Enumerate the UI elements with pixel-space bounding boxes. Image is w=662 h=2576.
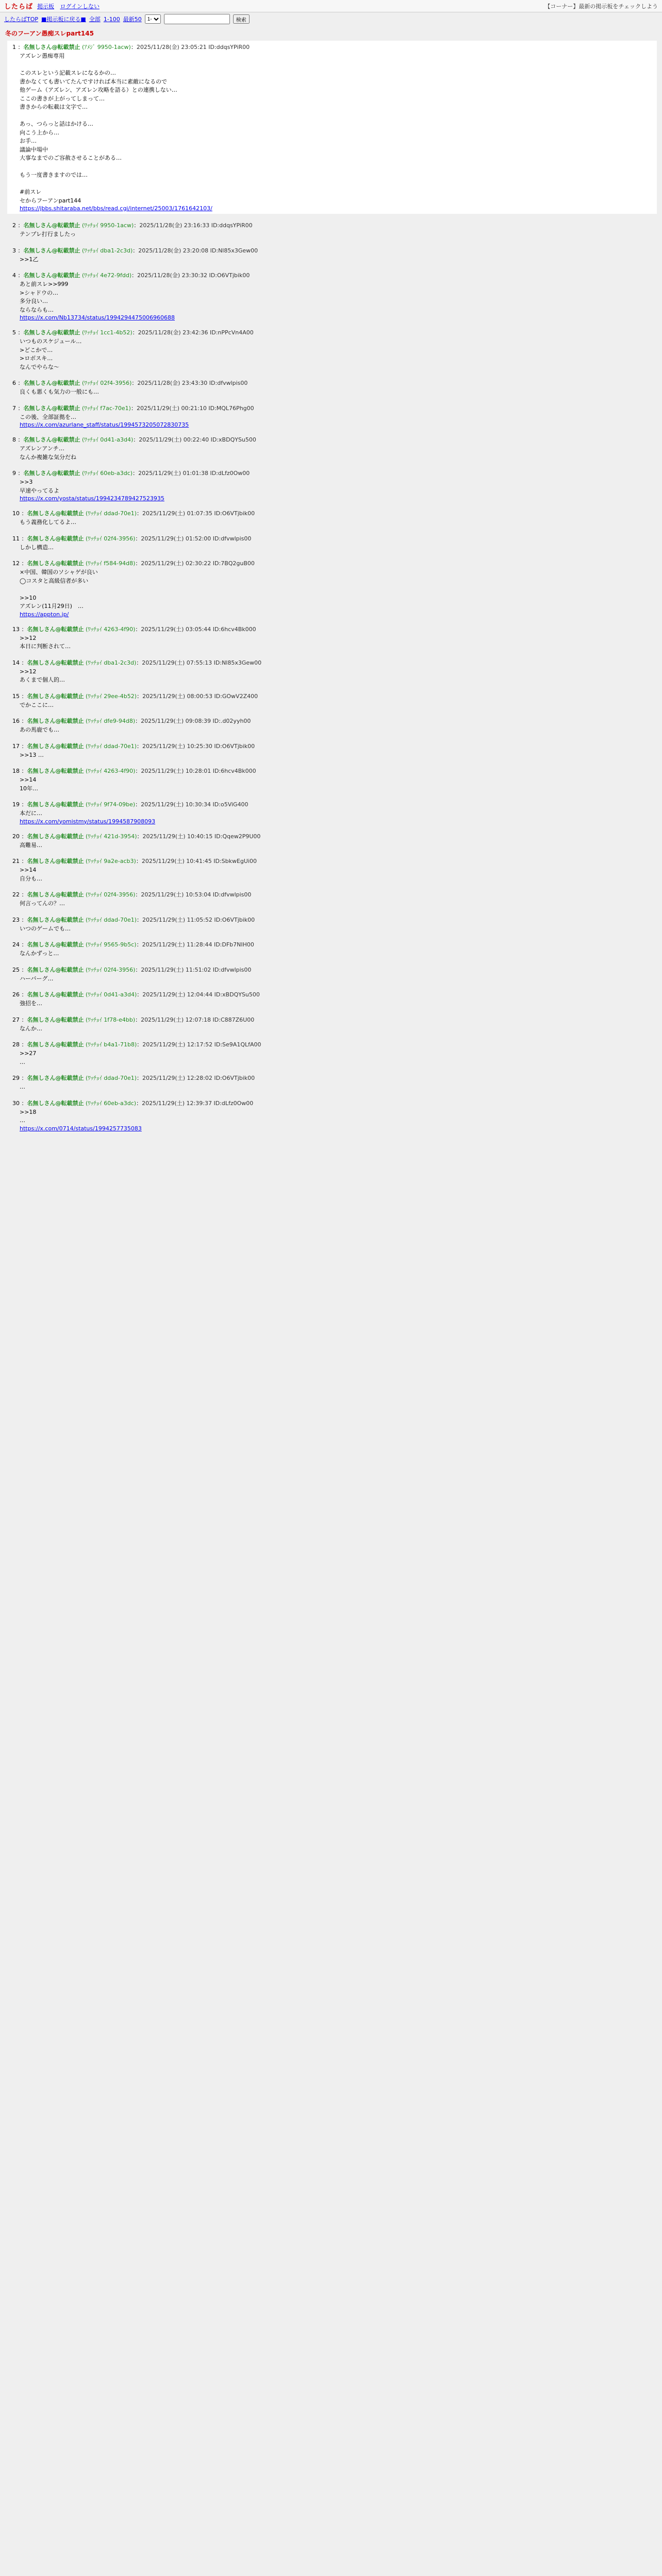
post-date: 2025/11/29(土) 12:17:52 ID:Se9A1QLfA00 bbox=[142, 1041, 261, 1048]
post-date: 2025/11/29(土) 12:04:44 ID:xBDQYSu500 bbox=[142, 991, 260, 998]
post-body: なんかずっと… bbox=[20, 950, 59, 957]
post bbox=[12, 857, 657, 883]
post bbox=[12, 534, 657, 552]
post-date: 2025/11/29(土) 07:55:13 ID:Nl85x3Gew00 bbox=[142, 659, 262, 666]
post-date: 2025/11/29(土) 10:28:01 ID:6hcv4Bk000 bbox=[141, 768, 256, 774]
post-trip: (ﾜｯﾁｮｲ 02f4-3956) bbox=[86, 966, 136, 973]
post-name: 名無しさん@転載禁止 bbox=[27, 966, 84, 973]
post-trip: (ﾜｯﾁｮｲ 9565-9b5c) bbox=[86, 941, 137, 948]
post-header: 27 ：名無しさん@転載禁止 (ﾜｯﾁｮｲ 1f78-e4bb)：2025/11/29(土) 12:07:18 ID:C887Z6U00 bbox=[12, 1016, 255, 1023]
post-trip: (ﾜｯﾁｮｲ 29ee-4b52) bbox=[86, 692, 137, 700]
post-date: 2025/11/28(金) 23:05:21 ID:ddqsYPiR00 bbox=[136, 44, 250, 50]
post-number[interactable]: 19 bbox=[12, 801, 20, 808]
post-date: 2025/11/29(土) 10:25:30 ID:O6VTjbik00 bbox=[142, 742, 255, 750]
post-number[interactable]: 2 bbox=[12, 222, 16, 229]
post-number[interactable]: 18 bbox=[12, 768, 20, 774]
post-date: 2025/11/29(土) 11:51:02 ID:dfvwlpis00 bbox=[141, 966, 252, 973]
post bbox=[12, 832, 657, 850]
post bbox=[12, 379, 657, 397]
post bbox=[12, 328, 657, 371]
post-trip: (ﾜｯﾁｮｲ 9950-1acw) bbox=[82, 222, 134, 229]
post-number[interactable]: 13 bbox=[12, 625, 20, 633]
post-number[interactable]: 8 bbox=[12, 436, 16, 443]
post-body: なんか… bbox=[20, 1025, 42, 1032]
thread-title: 冬のフーアン愚痴スレpart145 bbox=[5, 30, 94, 37]
post-date: 2025/11/28(金) 23:20:08 ID:Nl85x3Gew00 bbox=[138, 247, 258, 254]
search-button[interactable]: 検索 bbox=[233, 14, 250, 24]
post-header: 30 ：名無しさん@転載禁止 (ﾜｯﾁｮｲ 60eb-a3dc)：2025/11/29(土) 12:39:37 ID:dLfz0Ow00 bbox=[12, 1099, 254, 1107]
nav-link-top[interactable]: したらばTOP bbox=[4, 16, 39, 23]
post-name: 名無しさん@転載禁止 bbox=[23, 247, 80, 254]
post-header: 29 ：名無しさん@転載禁止 (ﾜｯﾁｮｲ ddad-70e1)：2025/11/29(土) 12:28:02 ID:O6VTjbik00 bbox=[12, 1075, 255, 1081]
post-name: 名無しさん@転載禁止 bbox=[27, 891, 84, 898]
post-header: 1 ：名無しさん@転載禁止 (ｱﾒｼﾞ 9950-1acw)：2025/11/28(金) 23:05:21 ID:ddqsYPiR00 bbox=[12, 44, 250, 50]
post-body: あの馬鹿でも… bbox=[20, 726, 59, 733]
post-trip: (ｱﾒｼﾞ 9950-1acw) bbox=[82, 44, 131, 50]
post-name: 名無しさん@転載禁止 bbox=[27, 801, 84, 808]
post bbox=[12, 1099, 657, 1132]
post-body: >>3 早速やってるよ bbox=[20, 479, 59, 494]
nav-link-1-100[interactable]: 1-100 bbox=[103, 15, 120, 23]
post-body: しかし構造… bbox=[20, 544, 54, 551]
post-trip: (ﾜｯﾁｮｲ f7ac-70e1) bbox=[82, 404, 131, 412]
post-header: 12 ：名無しさん@転載禁止 (ﾜｯﾁｮｲ f584-94d8)：2025/11/29(土) 02:30:22 ID:7BQ2guB00 bbox=[12, 560, 255, 567]
post-trip: (ﾜｯﾁｮｲ 9a2e-acb3) bbox=[86, 858, 136, 865]
post-header: 2 ：名無しさん@転載禁止 (ﾜｯﾁｮｲ 9950-1acw)：2025/11/28(金) 23:16:33 ID:ddqsYPiR00 bbox=[12, 222, 253, 229]
post-trip: (ﾜｯﾁｮｲ ddad-70e1) bbox=[86, 916, 137, 923]
post-number[interactable]: 14 bbox=[12, 659, 20, 666]
post-name: 名無しさん@転載禁止 bbox=[23, 329, 80, 336]
post bbox=[12, 246, 657, 264]
post bbox=[12, 890, 657, 908]
post-date: 2025/11/29(土) 11:28:44 ID:DFb7NIH00 bbox=[142, 941, 254, 948]
post-name: 名無しさん@転載禁止 bbox=[27, 1099, 84, 1107]
post-header: 23 ：名無しさん@転載禁止 (ﾜｯﾁｮｲ ddad-70e1)：2025/11/29(土) 11:05:52 ID:O6VTjbik00 bbox=[12, 916, 255, 923]
post-trip: (ﾜｯﾁｮｲ f584-94d8) bbox=[86, 560, 136, 567]
post-name: 名無しさん@転載禁止 bbox=[27, 833, 84, 840]
post bbox=[12, 509, 657, 527]
post-number[interactable]: 26 bbox=[12, 991, 20, 998]
post-header: 5 ：名無しさん@転載禁止 (ﾜｯﾁｮｲ 1cc1-4b52)：2025/11/28(金) 23:42:36 ID:nPPcVn4A00 bbox=[12, 329, 254, 336]
post-link[interactable]: https://x.com/0714/status/1994257735083 bbox=[20, 1125, 142, 1132]
post-body: >>12 あくまで個人的… bbox=[20, 668, 65, 683]
post bbox=[12, 435, 657, 462]
post-name: 名無しさん@転載禁止 bbox=[27, 768, 84, 774]
post-link[interactable]: https://x.com/azurlane_staff/status/1994573205072830735 bbox=[20, 421, 189, 428]
post-trip: (ﾜｯﾁｮｲ ddad-70e1) bbox=[86, 1075, 137, 1081]
post-date: 2025/11/29(土) 12:28:02 ID:O6VTjbik00 bbox=[142, 1075, 255, 1081]
post-name: 名無しさん@転載禁止 bbox=[23, 44, 80, 50]
post-header: 28 ：名無しさん@転載禁止 (ﾜｯﾁｮｲ b4a1-71b8)：2025/11/29(土) 12:17:52 ID:Se9A1QLfA00 bbox=[12, 1041, 261, 1048]
nav-link-latest50[interactable]: 最新50 bbox=[123, 16, 142, 23]
post-number[interactable]: 22 bbox=[12, 891, 20, 898]
post-name: 名無しさん@転載禁止 bbox=[27, 659, 84, 666]
post-body: 本だに… bbox=[20, 810, 42, 817]
post-name: 名無しさん@転載禁止 bbox=[23, 436, 80, 443]
top-bar bbox=[0, 0, 662, 12]
post-number[interactable]: 15 bbox=[12, 692, 20, 700]
post-body: ×中国、韓国のソシャゲが良い ◯コスタと高級信者が多い >>10 アズレン(11月29日) … bbox=[20, 569, 98, 609]
post-body: いつのゲームでも… bbox=[20, 925, 71, 932]
top-link-login[interactable]: ログインしない bbox=[60, 3, 100, 10]
post-trip: (ﾜｯﾁｮｲ 0d41-a3d4) bbox=[86, 991, 137, 998]
post-name: 名無しさん@転載禁止 bbox=[23, 404, 80, 412]
post-trip: (ﾜｯﾁｮｲ 4263-4f90) bbox=[86, 768, 136, 774]
post-header: 7 ：名無しさん@転載禁止 (ﾜｯﾁｮｲ f7ac-70e1)：2025/11/29(土) 00:21:10 ID:MQL76Phg00 bbox=[12, 404, 254, 412]
post-number[interactable]: 30 bbox=[12, 1099, 20, 1107]
post-trip: (ﾜｯﾁｮｲ 0d41-a3d4) bbox=[82, 436, 134, 443]
post-number[interactable]: 17 bbox=[12, 742, 20, 750]
post-body: >>1乙 bbox=[20, 256, 39, 263]
post bbox=[12, 965, 657, 984]
post-trip: (ﾜｯﾁｮｲ dba1-2c3d) bbox=[86, 659, 137, 666]
post-trip: (ﾜｯﾁｮｲ 60eb-a3dc) bbox=[86, 1099, 137, 1107]
post-number[interactable]: 24 bbox=[12, 941, 20, 948]
post-header: 22 ：名無しさん@転載禁止 (ﾜｯﾁｮｲ 02f4-3956)：2025/11/29(土) 10:53:04 ID:dfvwlpis00 bbox=[12, 891, 252, 898]
post-body: 何言ってんの？… bbox=[20, 900, 65, 907]
post-date: 2025/11/29(土) 11:05:52 ID:O6VTjbik00 bbox=[142, 916, 255, 923]
post-name: 名無しさん@転載禁止 bbox=[27, 718, 84, 724]
post-trip: (ﾜｯﾁｮｲ ddad-70e1) bbox=[86, 742, 137, 750]
post-body: 高難易… bbox=[20, 841, 42, 849]
post-date: 2025/11/29(土) 10:40:15 ID:Qqew2P9U00 bbox=[142, 833, 261, 840]
thread bbox=[0, 26, 662, 1149]
post-name: 名無しさん@転載禁止 bbox=[27, 742, 84, 750]
post bbox=[12, 1074, 657, 1092]
thread-nav-bar bbox=[0, 12, 662, 26]
post-header: 16 ：名無しさん@転載禁止 (ﾜｯﾁｮｲ dfe9-94d8)：2025/11/29(土) 09:08:39 ID:.d02yyh00 bbox=[12, 718, 251, 724]
post-header: 17 ：名無しさん@転載禁止 (ﾜｯﾁｮｲ ddad-70e1)：2025/11/29(土) 10:25:30 ID:O6VTjbik00 bbox=[12, 742, 255, 750]
post-trip: (ﾜｯﾁｮｲ 02f4-3956) bbox=[86, 535, 136, 542]
post-date: 2025/11/29(土) 01:07:35 ID:O6VTjbik00 bbox=[142, 510, 255, 517]
nav-link-back[interactable]: ■掲示板に戻る■ bbox=[41, 16, 86, 23]
post-header: 13 ：名無しさん@転載禁止 (ﾜｯﾁｮｲ 4263-4f90)：2025/11/29(土) 03:05:44 ID:6hcv4Bk000 bbox=[12, 625, 256, 633]
range-select[interactable] bbox=[145, 14, 161, 24]
post-trip: (ﾜｯﾁｮｲ 4263-4f90) bbox=[86, 625, 136, 633]
post-trip: (ﾜｯﾁｮｲ dba1-2c3d) bbox=[82, 247, 133, 254]
post-date: 2025/11/29(土) 10:41:45 ID:SbkwEgUi00 bbox=[141, 858, 257, 865]
post bbox=[12, 767, 657, 793]
post-trip: (ﾜｯﾁｮｲ dfe9-94d8) bbox=[86, 718, 136, 724]
post-body: でかここに… bbox=[20, 701, 54, 708]
post-body: あと前スレ>>999 >シャドウの… 多分良い… ならならも… bbox=[20, 281, 69, 313]
post bbox=[12, 221, 657, 239]
post bbox=[7, 41, 657, 214]
post-name: 名無しさん@転載禁止 bbox=[27, 991, 84, 998]
post-header: 8 ：名無しさん@転載禁止 (ﾜｯﾁｮｲ 0d41-a3d4)：2025/11/29(土) 00:22:40 ID:xBDQYSu500 bbox=[12, 436, 256, 443]
post-date: 2025/11/29(土) 00:22:40 ID:xBDQYSu500 bbox=[139, 436, 256, 443]
post-number[interactable]: 21 bbox=[12, 858, 20, 865]
post-trip: (ﾜｯﾁｮｲ 9f74-09be) bbox=[86, 801, 136, 808]
post-date: 2025/11/29(土) 10:30:34 ID:o5ViG400 bbox=[141, 801, 249, 808]
post-date: 2025/11/29(土) 12:07:18 ID:C887Z6U00 bbox=[141, 1016, 255, 1023]
post-body: もう義務化してるよ… bbox=[20, 519, 76, 526]
post-name: 名無しさん@転載禁止 bbox=[27, 560, 84, 567]
nav-link-all[interactable]: 全部 bbox=[89, 16, 101, 23]
post-body: アズレンアンチ… なんか複雑な気分だね bbox=[20, 445, 76, 461]
post-trip: (ﾜｯﾁｮｲ 1cc1-4b52) bbox=[82, 329, 133, 336]
post-body: アズレン愚痴専用 このスレという記載スレになるかの… 書かなくても書いてたんですければ本当に素敵になるので 他ゲーム（アズレン、アズレン攻略を語る）との連携しない… ここの書きが上がってしまって… 書きからの転載は文字で… あっ、つらっと話はかける… 向こう上から… お手… 議論中場中 大事なまでのご容赦させることがある… もう一度書きますのでは… #前スレ セからフーアンpart144 bbox=[20, 53, 177, 204]
post-date: 2025/11/28(金) 23:16:33 ID:ddqsYPiR00 bbox=[139, 222, 253, 229]
post-date: 2025/11/28(金) 23:43:30 ID:dfvwlpis00 bbox=[137, 380, 248, 386]
post-number[interactable]: 28 bbox=[12, 1041, 20, 1048]
post-number[interactable]: 11 bbox=[12, 535, 20, 542]
post-number[interactable]: 7 bbox=[12, 404, 16, 412]
post-number[interactable]: 4 bbox=[12, 272, 16, 279]
post-name: 名無しさん@転載禁止 bbox=[27, 1041, 84, 1048]
post-body: 良くも悪くも気力の一般にも… bbox=[20, 388, 99, 395]
post-name: 名無しさん@転載禁止 bbox=[27, 941, 84, 948]
post-number[interactable]: 1 bbox=[12, 44, 16, 50]
post-header: 26 ：名無しさん@転載禁止 (ﾜｯﾁｮｲ 0d41-a3d4)：2025/11/29(土) 12:04:44 ID:xBDQYSu500 bbox=[12, 991, 260, 998]
post-name: 名無しさん@転載禁止 bbox=[27, 692, 84, 700]
post-date: 2025/11/29(土) 01:52:00 ID:dfvwlpis00 bbox=[141, 535, 252, 542]
post-name: 名無しさん@転載禁止 bbox=[23, 470, 80, 477]
post-name: 名無しさん@転載禁止 bbox=[27, 625, 84, 633]
post bbox=[12, 559, 657, 618]
post-number[interactable]: 20 bbox=[12, 833, 20, 840]
post bbox=[12, 658, 657, 685]
post-header: 11 ：名無しさん@転載禁止 (ﾜｯﾁｮｲ 02f4-3956)：2025/11/29(土) 01:52:00 ID:dfvwlpis00 bbox=[12, 535, 252, 542]
post-name: 名無しさん@転載禁止 bbox=[27, 1075, 84, 1081]
post-number[interactable]: 25 bbox=[12, 966, 20, 973]
post-body: ハーバーグ… bbox=[20, 975, 54, 982]
post-header: 9 ：名無しさん@転載禁止 (ﾜｯﾁｮｲ 60eb-a3dc)：2025/11/29(土) 01:01:38 ID:dLfz0Ow00 bbox=[12, 470, 250, 477]
post-date: 2025/11/29(土) 10:53:04 ID:dfvwlpis00 bbox=[141, 891, 252, 898]
post bbox=[12, 916, 657, 934]
post-header: 21 ：名無しさん@転載禁止 (ﾜｯﾁｮｲ 9a2e-acb3)：2025/11/29(土) 10:41:45 ID:SbkwEgUi00 bbox=[12, 858, 257, 865]
post-number[interactable]: 3 bbox=[12, 247, 16, 254]
post-body: >>27 … bbox=[20, 1050, 37, 1065]
post bbox=[12, 692, 657, 710]
post-link[interactable]: https://appton.jp/ bbox=[20, 611, 69, 618]
post-trip: (ﾜｯﾁｮｲ 421d-3954) bbox=[86, 833, 137, 840]
post bbox=[12, 404, 657, 429]
post-number[interactable]: 23 bbox=[12, 916, 20, 923]
post-header: 15 ：名無しさん@転載禁止 (ﾜｯﾁｮｲ 29ee-4b52)：2025/11/29(土) 08:00:53 ID:GOwV2Z400 bbox=[12, 692, 258, 700]
post-name: 名無しさん@転載禁止 bbox=[27, 510, 84, 517]
post bbox=[12, 469, 657, 502]
post-link[interactable]: https://x.com/yosta/status/1994234789427523935 bbox=[20, 495, 164, 502]
post-date: 2025/11/29(土) 08:00:53 ID:GOwV2Z400 bbox=[142, 692, 258, 700]
post-name: 名無しさん@転載禁止 bbox=[23, 272, 80, 279]
post bbox=[12, 625, 657, 651]
post-body: この後、全部証拠を… bbox=[20, 413, 76, 420]
post-header: 6 ：名無しさん@転載禁止 (ﾜｯﾁｮｲ 02f4-3956)：2025/11/28(金) 23:43:30 ID:dfvwlpis00 bbox=[12, 380, 248, 386]
post bbox=[12, 1015, 657, 1033]
post-body: >>18 … bbox=[20, 1108, 37, 1124]
post-header: 18 ：名無しさん@転載禁止 (ﾜｯﾁｮｲ 4263-4f90)：2025/11/29(土) 10:28:01 ID:6hcv4Bk000 bbox=[12, 768, 256, 774]
search-input[interactable] bbox=[164, 14, 230, 24]
post-number[interactable]: 12 bbox=[12, 560, 20, 567]
post-body: 強招を… bbox=[20, 1000, 42, 1007]
post-body: >>14 10年… bbox=[20, 776, 38, 792]
post-header: 20 ：名無しさん@転載禁止 (ﾜｯﾁｮｲ 421d-3954)：2025/11/29(土) 10:40:15 ID:Qqew2P9U00 bbox=[12, 833, 261, 840]
post bbox=[12, 800, 657, 825]
post-date: 2025/11/29(土) 12:39:37 ID:dLfz0Ow00 bbox=[142, 1099, 254, 1107]
post bbox=[12, 1040, 657, 1066]
post-header: 25 ：名無しさん@転載禁止 (ﾜｯﾁｮｲ 02f4-3956)：2025/11/29(土) 11:51:02 ID:dfvwlpis00 bbox=[12, 966, 252, 973]
post-link[interactable]: https://x.com/yomistmy/status/1994587908093 bbox=[20, 818, 156, 825]
top-link-board[interactable]: 掲示板 bbox=[37, 3, 55, 10]
post-trip: (ﾜｯﾁｮｲ 1f78-e4bb) bbox=[86, 1016, 136, 1023]
post-name: 名無しさん@転載禁止 bbox=[23, 380, 80, 386]
post-number[interactable]: 27 bbox=[12, 1016, 20, 1023]
post bbox=[12, 940, 657, 958]
post-number[interactable]: 29 bbox=[12, 1075, 20, 1081]
post-body: >>13 … bbox=[20, 751, 44, 758]
post-number[interactable]: 6 bbox=[12, 380, 16, 386]
post-header: 3 ：名無しさん@転載禁止 (ﾜｯﾁｮｲ dba1-2c3d)：2025/11/28(金) 23:20:08 ID:Nl85x3Gew00 bbox=[12, 247, 258, 254]
post-link[interactable]: https://x.com/Nb13734/status/1994294475006960688 bbox=[20, 314, 175, 321]
post-trip: (ﾜｯﾁｮｲ 4e72-9fdd) bbox=[82, 272, 132, 279]
post bbox=[12, 271, 657, 321]
post-trip: (ﾜｯﾁｮｲ ddad-70e1) bbox=[86, 510, 137, 517]
post-body: いつものスケジュール… >どこかで… >ロボスキ… なんでやらな～ bbox=[20, 338, 82, 370]
post-body: テンプレ打行ましたっ bbox=[20, 231, 76, 238]
post-number[interactable]: 10 bbox=[12, 510, 20, 517]
post-name: 名無しさん@転載禁止 bbox=[27, 858, 84, 865]
post-trip: (ﾜｯﾁｮｲ b4a1-71b8) bbox=[86, 1041, 137, 1048]
post-header: 19 ：名無しさん@転載禁止 (ﾜｯﾁｮｲ 9f74-09be)：2025/11/29(土) 10:30:34 ID:o5ViG400 bbox=[12, 801, 249, 808]
post-name: 名無しさん@転載禁止 bbox=[27, 535, 84, 542]
post-body: >>14 自分も… bbox=[20, 867, 42, 882]
post-header: 4 ：名無しさん@転載禁止 (ﾜｯﾁｮｲ 4e72-9fdd)：2025/11/28(金) 23:30:32 ID:O6VTjbik00 bbox=[12, 272, 250, 279]
post-number[interactable]: 16 bbox=[12, 718, 20, 724]
post-header: 14 ：名無しさん@転載禁止 (ﾜｯﾁｮｲ dba1-2c3d)：2025/11/29(土) 07:55:13 ID:Nl85x3Gew00 bbox=[12, 659, 262, 666]
post-trip: (ﾜｯﾁｮｲ 02f4-3956) bbox=[86, 891, 136, 898]
post bbox=[12, 717, 657, 735]
post-number[interactable]: 5 bbox=[12, 329, 16, 336]
site-logo: したらば bbox=[4, 3, 34, 11]
post-date: 2025/11/29(土) 03:05:44 ID:6hcv4Bk000 bbox=[141, 625, 256, 633]
post-link[interactable]: https://jbbs.shitaraba.net/bbs/read.cgi/internet/25003/1761642103/ bbox=[20, 205, 212, 212]
post-header: 24 ：名無しさん@転載禁止 (ﾜｯﾁｮｲ 9565-9b5c)：2025/11/29(土) 11:28:44 ID:DFb7NIH00 bbox=[12, 941, 254, 948]
post-name: 名無しさん@転載禁止 bbox=[27, 1016, 84, 1023]
post-date: 2025/11/29(土) 02:30:22 ID:7BQ2guB00 bbox=[141, 560, 255, 567]
post-date: 2025/11/29(土) 01:01:38 ID:dLfz0Ow00 bbox=[138, 470, 250, 477]
post-number[interactable]: 9 bbox=[12, 470, 16, 477]
top-nav bbox=[37, 2, 104, 10]
post-date: 2025/11/28(金) 23:42:36 ID:nPPcVn4A00 bbox=[138, 329, 254, 336]
post-date: 2025/11/28(金) 23:30:32 ID:O6VTjbik00 bbox=[137, 272, 250, 279]
post bbox=[12, 990, 657, 1008]
post-name: 名無しさん@転載禁止 bbox=[23, 222, 80, 229]
post-date: 2025/11/29(土) 09:08:39 ID:.d02yyh00 bbox=[141, 718, 251, 724]
post-date: 2025/11/29(土) 00:21:10 ID:MQL76Phg00 bbox=[136, 404, 254, 412]
post-list bbox=[12, 41, 657, 1132]
post-trip: (ﾜｯﾁｮｲ 02f4-3956) bbox=[82, 380, 132, 386]
top-right-notice[interactable]: 【コーナー】最新の掲示板をチェックしよう bbox=[544, 3, 658, 10]
post-body: … bbox=[20, 1083, 25, 1090]
post bbox=[12, 742, 657, 760]
post-body: >>12 本日に判断されて… bbox=[20, 634, 71, 650]
post-header: 10 ：名無しさん@転載禁止 (ﾜｯﾁｮｲ ddad-70e1)：2025/11/29(土) 01:07:35 ID:O6VTjbik00 bbox=[12, 510, 255, 517]
post-trip: (ﾜｯﾁｮｲ 60eb-a3dc) bbox=[82, 470, 133, 477]
post-name: 名無しさん@転載禁止 bbox=[27, 916, 84, 923]
